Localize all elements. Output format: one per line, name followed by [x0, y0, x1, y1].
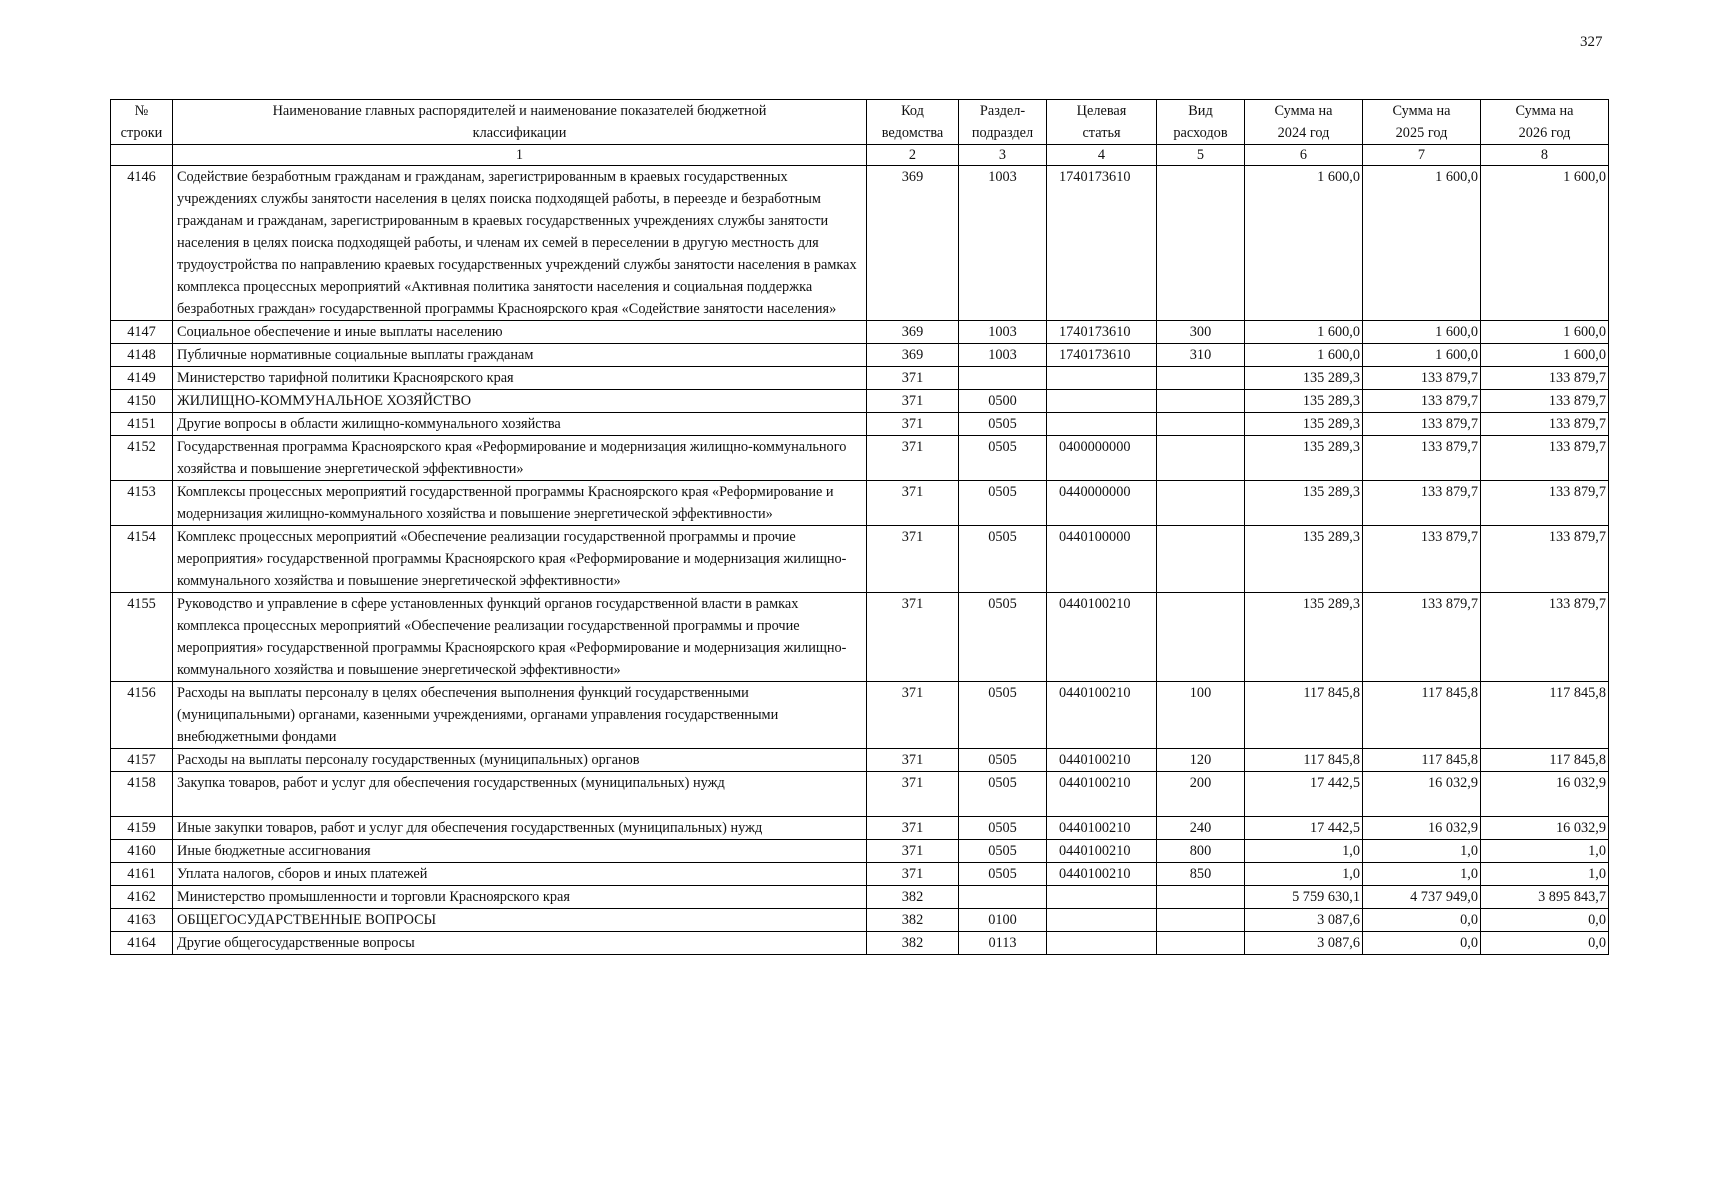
sum-2026: 133 879,7: [1481, 413, 1609, 436]
sum-2024: 135 289,3: [1245, 436, 1363, 481]
header-row-number: [111, 100, 173, 145]
expense-type: [1157, 909, 1245, 932]
sum-2026: 16 032,9: [1481, 772, 1609, 817]
row-name: Публичные нормативные социальные выплаты гражданам: [173, 344, 867, 367]
sum-2024: 5 759 630,1: [1245, 886, 1363, 909]
section-code: 0505: [959, 682, 1047, 749]
dept-code: 371: [867, 481, 959, 526]
sum-2025: 16 032,9: [1363, 772, 1481, 817]
target-article: 0440100210: [1047, 863, 1157, 886]
row-name: Комплекс процессных мероприятий «Обеспечение реализации государственной программы и прочие мероприятия» государственной программы Красноярского края «Реформирование и модернизация жилищно-коммунального хозяйства и повышение энергетической эффективности»: [173, 526, 867, 593]
sum-2025: 1 600,0: [1363, 166, 1481, 321]
table-row: [111, 840, 1609, 863]
row-name: Министерство тарифной политики Красноярского края: [173, 367, 867, 390]
header-name: [173, 100, 867, 145]
column-index: 6: [1245, 145, 1363, 166]
section-code: 0505: [959, 481, 1047, 526]
sum-2024: 1 600,0: [1245, 321, 1363, 344]
table-row: [111, 772, 1609, 817]
target-article: [1047, 909, 1157, 932]
sum-2024: 135 289,3: [1245, 367, 1363, 390]
row-number: 4146: [111, 166, 173, 321]
section-code: 0505: [959, 749, 1047, 772]
table-row: [111, 817, 1609, 840]
row-number: 4149: [111, 367, 173, 390]
section-code: 0505: [959, 772, 1047, 817]
target-article: 1740173610: [1047, 166, 1157, 321]
dept-code: 371: [867, 863, 959, 886]
sum-2025: 133 879,7: [1363, 367, 1481, 390]
table-row: [111, 593, 1609, 682]
section-code: 0505: [959, 817, 1047, 840]
row-name: Государственная программа Красноярского края «Реформирование и модернизация жилищно-коммунального хозяйства и повышение энергетической эффективности»: [173, 436, 867, 481]
sum-2024: 3 087,6: [1245, 909, 1363, 932]
row-number: 4161: [111, 863, 173, 886]
sum-2025: 133 879,7: [1363, 526, 1481, 593]
expense-type: [1157, 886, 1245, 909]
row-name: Закупка товаров, работ и услуг для обеспечения государственных (муниципальных) нужд: [173, 772, 867, 817]
expense-type: [1157, 413, 1245, 436]
target-article: [1047, 390, 1157, 413]
dept-code: 371: [867, 817, 959, 840]
expense-type: 800: [1157, 840, 1245, 863]
sum-2025: 16 032,9: [1363, 817, 1481, 840]
dept-code: 371: [867, 436, 959, 481]
sum-2026: 117 845,8: [1481, 749, 1609, 772]
row-name: Содействие безработным гражданам и гражданам, зарегистрированным в краевых государственных учреждениях службы занятости населения в целях поиска подходящей работы, в переезде и безработным гражданам и гражданам, зарегистрированным в краевых государственных учреждениях службы занятости населения в целях поиска подходящей работы, и членам их семей в переселении в другую местность для трудоустройства по направлению краевых государственных учреждений службы занятости населения в рамках комплекса процессных мероприятий «Активная политика занятости населения и социальная поддержка безработных граждан» государственной программы Красноярского края «Содействие занятости населения»: [173, 166, 867, 321]
row-number: 4155: [111, 593, 173, 682]
target-article: [1047, 367, 1157, 390]
section-code: 0505: [959, 413, 1047, 436]
header-line: статья: [1082, 125, 1121, 141]
header-line: ведомства: [881, 125, 944, 141]
header-sum-2024: [1245, 100, 1363, 145]
dept-code: 371: [867, 390, 959, 413]
row-number: 4147: [111, 321, 173, 344]
table-row: [111, 344, 1609, 367]
section-code: [959, 886, 1047, 909]
sum-2024: 17 442,5: [1245, 817, 1363, 840]
expense-type: [1157, 932, 1245, 955]
header-line: Код: [901, 103, 924, 119]
expense-type: 100: [1157, 682, 1245, 749]
column-index: 1: [173, 145, 867, 166]
table-row: [111, 909, 1609, 932]
target-article: 0440100210: [1047, 840, 1157, 863]
sum-2025: 133 879,7: [1363, 390, 1481, 413]
table-body: [111, 166, 1609, 955]
sum-2026: 133 879,7: [1481, 367, 1609, 390]
target-article: 0440100210: [1047, 682, 1157, 749]
sum-2024: 117 845,8: [1245, 749, 1363, 772]
sum-2026: 1,0: [1481, 840, 1609, 863]
expense-type: [1157, 436, 1245, 481]
header-line: Наименование главных распорядителей и наименование показателей бюджетной: [272, 103, 767, 119]
row-number: 4162: [111, 886, 173, 909]
section-code: 1003: [959, 321, 1047, 344]
dept-code: 371: [867, 526, 959, 593]
row-number: 4160: [111, 840, 173, 863]
sum-2024: 135 289,3: [1245, 593, 1363, 682]
column-index: 8: [1481, 145, 1609, 166]
sum-2025: 0,0: [1363, 909, 1481, 932]
row-name: ОБЩЕГОСУДАРСТВЕННЫЕ ВОПРОСЫ: [173, 909, 867, 932]
dept-code: 371: [867, 772, 959, 817]
row-name: Другие вопросы в области жилищно-коммунального хозяйства: [173, 413, 867, 436]
expense-type: [1157, 166, 1245, 321]
sum-2026: 3 895 843,7: [1481, 886, 1609, 909]
row-name: Иные бюджетные ассигнования: [173, 840, 867, 863]
row-number: 4150: [111, 390, 173, 413]
expense-type: [1157, 390, 1245, 413]
sum-2024: 1,0: [1245, 840, 1363, 863]
table-row: [111, 166, 1609, 321]
row-name: Другие общегосударственные вопросы: [173, 932, 867, 955]
header-line: Сумма на: [1274, 103, 1333, 119]
dept-code: 382: [867, 909, 959, 932]
row-name: Комплексы процессных мероприятий государственной программы Красноярского края «Реформирование и модернизация жилищно-коммунального хозяйства и повышение энергетической эффективности»: [173, 481, 867, 526]
header-row: [111, 100, 1609, 145]
sum-2026: 133 879,7: [1481, 593, 1609, 682]
expense-type: 300: [1157, 321, 1245, 344]
header-line: расходов: [1173, 125, 1228, 141]
header-line: Сумма на: [1515, 103, 1574, 119]
sum-2026: 133 879,7: [1481, 436, 1609, 481]
section-code: [959, 367, 1047, 390]
header-line: классификации: [472, 125, 567, 141]
section-code: 0505: [959, 840, 1047, 863]
expense-type: [1157, 367, 1245, 390]
sum-2024: 135 289,3: [1245, 526, 1363, 593]
dept-code: 371: [867, 413, 959, 436]
target-article: 0440100210: [1047, 817, 1157, 840]
dept-code: 371: [867, 840, 959, 863]
table-row: [111, 481, 1609, 526]
expense-type: [1157, 593, 1245, 682]
sum-2024: 135 289,3: [1245, 413, 1363, 436]
table-header: [111, 100, 1609, 166]
row-name: Иные закупки товаров, работ и услуг для обеспечения государственных (муниципальных) нужд: [173, 817, 867, 840]
budget-table: [110, 99, 1609, 955]
sum-2024: 1 600,0: [1245, 166, 1363, 321]
section-code: 0505: [959, 436, 1047, 481]
row-number: 4157: [111, 749, 173, 772]
column-index: 5: [1157, 145, 1245, 166]
header-line: Вид: [1188, 103, 1213, 119]
section-code: 0505: [959, 863, 1047, 886]
sum-2026: 133 879,7: [1481, 390, 1609, 413]
sum-2026: 133 879,7: [1481, 526, 1609, 593]
row-number: 4153: [111, 481, 173, 526]
dept-code: 371: [867, 682, 959, 749]
table-row: [111, 749, 1609, 772]
table-row: [111, 863, 1609, 886]
target-article: 1740173610: [1047, 344, 1157, 367]
expense-type: 200: [1157, 772, 1245, 817]
table-row: [111, 886, 1609, 909]
dept-code: 371: [867, 367, 959, 390]
row-name: Расходы на выплаты персоналу государственных (муниципальных) органов: [173, 749, 867, 772]
row-name: ЖИЛИЩНО-КОММУНАЛЬНОЕ ХОЗЯЙСТВО: [173, 390, 867, 413]
sum-2025: 1 600,0: [1363, 344, 1481, 367]
sum-2025: 133 879,7: [1363, 481, 1481, 526]
column-index: 2: [867, 145, 959, 166]
sum-2024: 1 600,0: [1245, 344, 1363, 367]
sum-2024: 17 442,5: [1245, 772, 1363, 817]
sum-2024: 135 289,3: [1245, 390, 1363, 413]
target-article: 0440100000: [1047, 526, 1157, 593]
sum-2026: 1,0: [1481, 863, 1609, 886]
sum-2024: 3 087,6: [1245, 932, 1363, 955]
header-line: 2025 год: [1395, 125, 1448, 141]
target-article: 0440100210: [1047, 593, 1157, 682]
sum-2024: 135 289,3: [1245, 481, 1363, 526]
row-number: 4158: [111, 772, 173, 817]
header-line: 2026 год: [1518, 125, 1571, 141]
header-section: [959, 100, 1047, 145]
header-line: №: [134, 103, 149, 119]
sum-2024: 117 845,8: [1245, 682, 1363, 749]
target-article: 0440000000: [1047, 481, 1157, 526]
header-sum-2025: [1363, 100, 1481, 145]
column-index: 7: [1363, 145, 1481, 166]
header-dept-code: [867, 100, 959, 145]
sum-2026: 117 845,8: [1481, 682, 1609, 749]
header-line: строки: [120, 125, 163, 141]
target-article: [1047, 932, 1157, 955]
sum-2026: 0,0: [1481, 909, 1609, 932]
sum-2025: 1,0: [1363, 840, 1481, 863]
header-line: 2024 год: [1277, 125, 1330, 141]
row-number: 4163: [111, 909, 173, 932]
column-index: 3: [959, 145, 1047, 166]
table-row: [111, 413, 1609, 436]
header-expense-type: [1157, 100, 1245, 145]
dept-code: 369: [867, 321, 959, 344]
expense-type: [1157, 526, 1245, 593]
expense-type: [1157, 481, 1245, 526]
dept-code: 369: [867, 166, 959, 321]
sum-2026: 16 032,9: [1481, 817, 1609, 840]
target-article: 0440100210: [1047, 772, 1157, 817]
table-row: [111, 367, 1609, 390]
table-row: [111, 682, 1609, 749]
table-row: [111, 436, 1609, 481]
table-row: [111, 390, 1609, 413]
column-index-row: [111, 145, 1609, 166]
row-name: Министерство промышленности и торговли Красноярского края: [173, 886, 867, 909]
header-line: Целевая: [1076, 103, 1127, 119]
row-name: Расходы на выплаты персоналу в целях обеспечения выполнения функций государственными (муниципальными) органами, казенными учреждениями, органами управления государственными внебюджетными фондами: [173, 682, 867, 749]
row-number: 4151: [111, 413, 173, 436]
column-index: [111, 145, 173, 166]
sum-2025: 1,0: [1363, 863, 1481, 886]
row-name: Руководство и управление в сфере установленных функций органов государственной власти в рамках комплекса процессных мероприятий «Обеспечение реализации государственной программы и прочие мероприятия» государственной программы Красноярского края «Реформирование и модернизация жилищно-коммунального хозяйства и повышение энергетической эффективности»: [173, 593, 867, 682]
row-number: 4156: [111, 682, 173, 749]
section-code: 0113: [959, 932, 1047, 955]
target-article: 0400000000: [1047, 436, 1157, 481]
row-number: 4148: [111, 344, 173, 367]
sum-2026: 133 879,7: [1481, 481, 1609, 526]
header-sum-2026: [1481, 100, 1609, 145]
target-article: 1740173610: [1047, 321, 1157, 344]
sum-2025: 133 879,7: [1363, 436, 1481, 481]
sum-2026: 1 600,0: [1481, 321, 1609, 344]
sum-2025: 133 879,7: [1363, 593, 1481, 682]
header-target-article: [1047, 100, 1157, 145]
header-line: Сумма на: [1392, 103, 1451, 119]
row-number: 4154: [111, 526, 173, 593]
section-code: 0505: [959, 593, 1047, 682]
dept-code: 369: [867, 344, 959, 367]
sum-2024: 1,0: [1245, 863, 1363, 886]
section-code: 0100: [959, 909, 1047, 932]
dept-code: 371: [867, 593, 959, 682]
row-number: 4152: [111, 436, 173, 481]
table-row: [111, 932, 1609, 955]
expense-type: 120: [1157, 749, 1245, 772]
sum-2025: 117 845,8: [1363, 682, 1481, 749]
table-row: [111, 321, 1609, 344]
header-line: Раздел-: [979, 103, 1026, 119]
sum-2026: 0,0: [1481, 932, 1609, 955]
expense-type: 850: [1157, 863, 1245, 886]
expense-type: 240: [1157, 817, 1245, 840]
section-code: 0500: [959, 390, 1047, 413]
target-article: [1047, 413, 1157, 436]
row-number: 4164: [111, 932, 173, 955]
dept-code: 382: [867, 886, 959, 909]
table-row: [111, 526, 1609, 593]
section-code: 0505: [959, 526, 1047, 593]
page-number: 327: [1580, 34, 1603, 50]
section-code: 1003: [959, 166, 1047, 321]
row-number: 4159: [111, 817, 173, 840]
row-name: Социальное обеспечение и иные выплаты населению: [173, 321, 867, 344]
expense-type: 310: [1157, 344, 1245, 367]
dept-code: 371: [867, 749, 959, 772]
dept-code: 382: [867, 932, 959, 955]
section-code: 1003: [959, 344, 1047, 367]
header-line: подраздел: [971, 125, 1034, 141]
sum-2025: 4 737 949,0: [1363, 886, 1481, 909]
sum-2025: 117 845,8: [1363, 749, 1481, 772]
column-index: 4: [1047, 145, 1157, 166]
target-article: [1047, 886, 1157, 909]
sum-2026: 1 600,0: [1481, 166, 1609, 321]
sum-2026: 1 600,0: [1481, 344, 1609, 367]
sum-2025: 1 600,0: [1363, 321, 1481, 344]
sum-2025: 0,0: [1363, 932, 1481, 955]
row-name: Уплата налогов, сборов и иных платежей: [173, 863, 867, 886]
sum-2025: 133 879,7: [1363, 413, 1481, 436]
target-article: 0440100210: [1047, 749, 1157, 772]
